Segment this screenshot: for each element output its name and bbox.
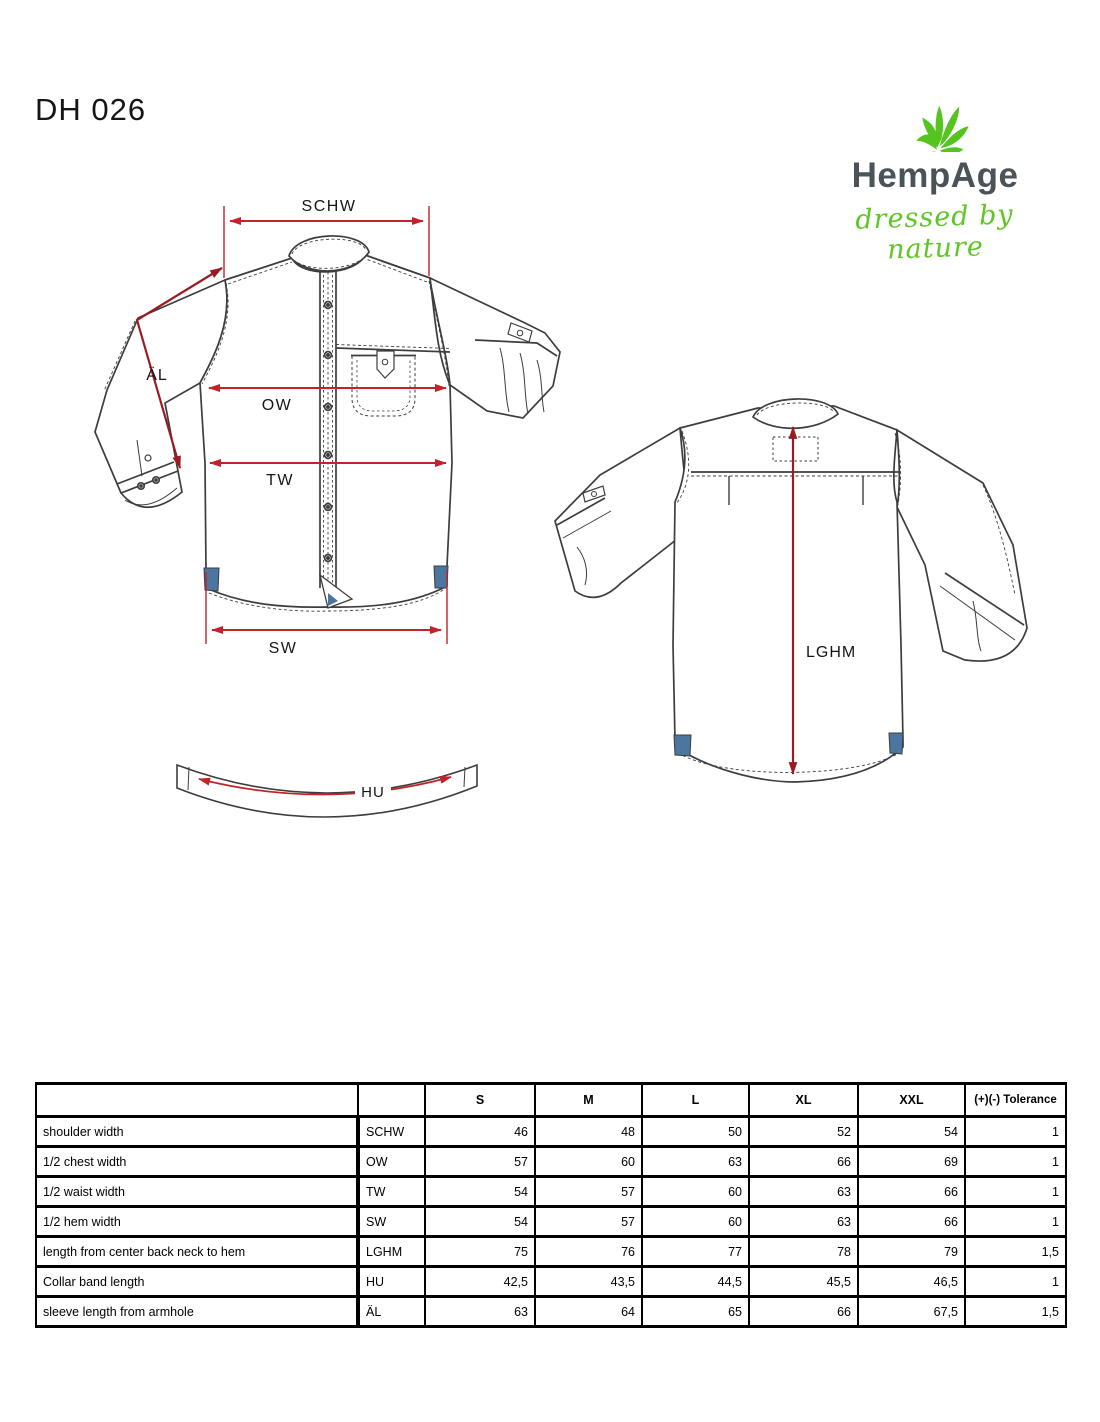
front-shirt-drawing — [95, 236, 560, 611]
table-row — [36, 1177, 1066, 1207]
table-row — [36, 1297, 1066, 1327]
cell-xl: 52 — [749, 1117, 858, 1147]
cell-l: 63 — [642, 1147, 749, 1177]
right-hem-gusset — [434, 566, 448, 588]
row-label: 1/2 chest width — [36, 1147, 358, 1177]
cell-xl: 66 — [749, 1147, 858, 1177]
row-code: TW — [358, 1177, 425, 1207]
cell-xl: 45,5 — [749, 1267, 858, 1297]
row-code: OW — [358, 1147, 425, 1177]
header-size-xl: XL — [749, 1084, 858, 1117]
cell-s: 75 — [425, 1237, 535, 1267]
cell-m: 64 — [535, 1297, 642, 1327]
cell-xl: 66 — [749, 1297, 858, 1327]
cell-xxl: 66 — [858, 1177, 965, 1207]
schw-label: SCHW — [301, 198, 357, 215]
cell-l: 44,5 — [642, 1267, 749, 1297]
cell-xxl: 46,5 — [858, 1267, 965, 1297]
cell-m: 57 — [535, 1177, 642, 1207]
table-row — [36, 1237, 1066, 1267]
cell-s: 46 — [425, 1117, 535, 1147]
cell-xl: 63 — [749, 1207, 858, 1237]
cell-s: 54 — [425, 1177, 535, 1207]
back-left-gusset — [674, 735, 691, 756]
table-row — [36, 1147, 1066, 1177]
cell-m: 43,5 — [535, 1267, 642, 1297]
cell-xxl: 67,5 — [858, 1297, 965, 1327]
row-code: SW — [358, 1207, 425, 1237]
cell-tolerance: 1 — [965, 1207, 1066, 1237]
cell-tolerance: 1,5 — [965, 1297, 1066, 1327]
header-blank-label — [36, 1084, 358, 1117]
cell-m: 60 — [535, 1147, 642, 1177]
brand-logo — [815, 88, 1055, 264]
row-label: sleeve length from armhole — [36, 1297, 358, 1327]
header-size-l: L — [642, 1084, 749, 1117]
cell-l: 60 — [642, 1207, 749, 1237]
cell-tolerance: 1 — [965, 1147, 1066, 1177]
cell-xxl: 79 — [858, 1237, 965, 1267]
cell-xl: 63 — [749, 1177, 858, 1207]
cell-s: 57 — [425, 1147, 535, 1177]
cell-xxl: 54 — [858, 1117, 965, 1147]
cell-s: 42,5 — [425, 1267, 535, 1297]
table-row — [36, 1207, 1066, 1237]
hu-label: HU — [361, 784, 385, 801]
row-code: ÄL — [358, 1297, 425, 1327]
ow-label: OW — [261, 397, 293, 414]
al-label: ÄL — [146, 367, 168, 384]
cell-tolerance: 1 — [965, 1117, 1066, 1147]
back-right-gusset — [889, 733, 903, 754]
table-header-row — [36, 1084, 1066, 1117]
cell-m: 48 — [535, 1117, 642, 1147]
header-size-s: S — [425, 1084, 535, 1117]
row-label: 1/2 waist width — [36, 1177, 358, 1207]
cell-l: 65 — [642, 1297, 749, 1327]
row-label: length from center back neck to hem — [36, 1237, 358, 1267]
size-table — [35, 1082, 1067, 1328]
cell-m: 76 — [535, 1237, 642, 1267]
hemp-leaf-icon — [899, 88, 971, 152]
front-view-diagram — [85, 190, 565, 830]
tw-label: TW — [266, 472, 294, 489]
row-label: shoulder width — [36, 1117, 358, 1147]
page-title: DH 026 — [35, 92, 147, 127]
sw-label: SW — [268, 640, 298, 657]
header-tolerance: (+)(-) Tolerance — [965, 1084, 1066, 1117]
header-size-xxl: XXL — [858, 1084, 965, 1117]
header-size-m: M — [535, 1084, 642, 1117]
cell-tolerance: 1,5 — [965, 1237, 1066, 1267]
cell-l: 60 — [642, 1177, 749, 1207]
table-row — [36, 1117, 1066, 1147]
collar-band-drawing — [177, 765, 477, 817]
cell-s: 63 — [425, 1297, 535, 1327]
header-blank-code — [358, 1084, 425, 1117]
table-row — [36, 1267, 1066, 1297]
cell-xxl: 69 — [858, 1147, 965, 1177]
brand-name: HempAge — [851, 156, 1019, 195]
lghm-label: LGHM — [806, 644, 857, 661]
cell-l: 77 — [642, 1237, 749, 1267]
cell-l: 50 — [642, 1117, 749, 1147]
cell-tolerance: 1 — [965, 1267, 1066, 1297]
row-code: LGHM — [358, 1237, 425, 1267]
cell-xl: 78 — [749, 1237, 858, 1267]
brand-tagline: dressed by nature — [854, 199, 1015, 266]
back-view-diagram — [545, 395, 1045, 790]
back-shirt-drawing — [555, 399, 1027, 782]
cell-xxl: 66 — [858, 1207, 965, 1237]
row-label: Collar band length — [36, 1267, 358, 1297]
cell-tolerance: 1 — [965, 1177, 1066, 1207]
row-code: SCHW — [358, 1117, 425, 1147]
cell-m: 57 — [535, 1207, 642, 1237]
cell-s: 54 — [425, 1207, 535, 1237]
row-code: HU — [358, 1267, 425, 1297]
row-label: 1/2 hem width — [36, 1207, 358, 1237]
